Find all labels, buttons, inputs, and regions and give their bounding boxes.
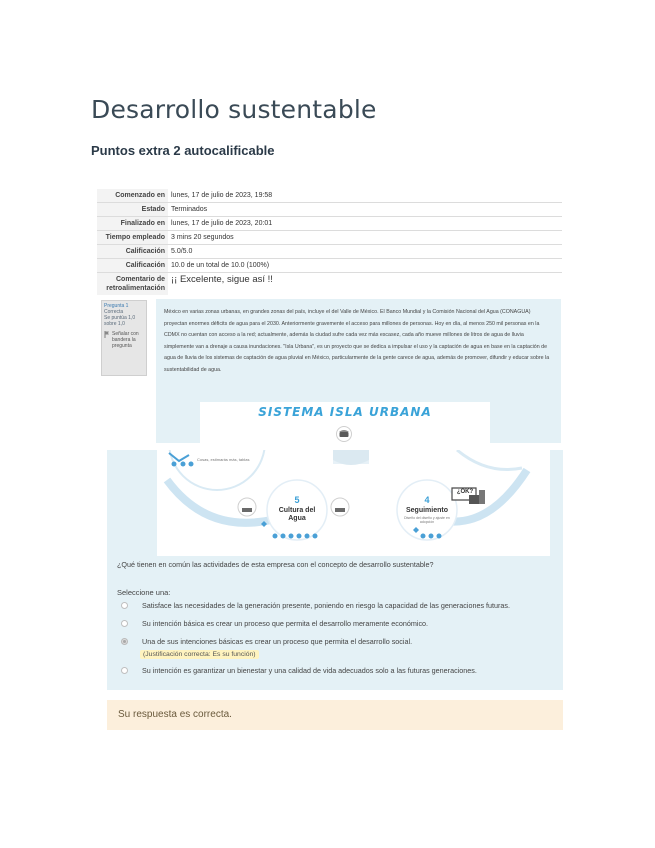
summary-label: Comentario de retroalimentación <box>97 273 168 296</box>
answer-option[interactable] <box>121 601 510 610</box>
summary-row <box>97 189 562 203</box>
isla-urbana-image-title: SISTEMA ISLA URBANA <box>258 405 432 419</box>
answer-radio[interactable] <box>121 620 128 627</box>
flag-question-link[interactable] <box>104 331 144 349</box>
step-4-sublabel: Diseño del diseño y ajuste en adopción <box>404 516 450 524</box>
summary-row <box>97 203 562 217</box>
answer-option[interactable] <box>121 666 477 675</box>
question-number: Pregunta 1 <box>104 303 129 309</box>
summary-value: 10.0 de un total de 10.0 (100%) <box>168 259 562 273</box>
isla-urbana-image-header <box>200 402 490 450</box>
step-5-label: Cultura del Agua <box>278 507 316 522</box>
summary-row <box>97 217 562 231</box>
answer-radio[interactable] <box>121 667 128 674</box>
question-context-text: México en varias zonas urbanas, en grandes zonas del país, incluye el del Valle de México. El Banco Mundial y la Comisión Nacional del Agua (CONAGUA) proyectan enormes déficits de agua para el 2030. Anteriormente gravemente el acceso para millones de personas. Hoy en día, al menos 250 mil personas en la CDMX no cuentan con acceso a la red; actualmente, además la ciudad sufre cada vez más escasez, cada año mueve millones de litros de agua de lluvia simplemente van a drenaje a causa inundaciones. "Isla Urbana", es un proyecto que se dedica a impulsar el uso y la captación de agua en base en la captación de agua de lluvia de los sistemas de captación de agua pluvial en México, particularmente de la gente carece de agua, además de promover, difundir y educar sobre la sustentabilidad de agua. <box>156 299 561 443</box>
answer-option-text: Una de sus intenciones básicas es crear un proceso que permita el desarrollo social. <box>142 637 413 646</box>
summary-label: Tiempo empleado <box>97 231 168 245</box>
diagram-top-caption: Cosas, estimarás más, tablas <box>197 457 250 462</box>
summary-label: Estado <box>97 203 168 217</box>
summary-label: Comenzado en <box>97 189 168 203</box>
question-grade: Se puntúa 1,0 sobre 1,0 <box>104 315 136 327</box>
summary-value: lunes, 17 de julio de 2023, 19:58 <box>168 189 562 203</box>
answer-outcome-message: Su respuesta es correcta. <box>107 700 563 730</box>
page-subtitle: Puntos extra 2 autocalificable <box>91 143 275 158</box>
answer-option-text: Su intención básica es crear un proceso que permita el desarrollo meramente económico. <box>142 619 429 628</box>
summary-value: lunes, 17 de julio de 2023, 20:01 <box>168 217 562 231</box>
flag-icon <box>104 331 110 340</box>
summary-row <box>97 231 562 245</box>
answer-radio[interactable] <box>121 602 128 609</box>
summary-row <box>97 273 562 296</box>
step-4-label: Seguimiento <box>405 507 448 514</box>
answer-option-selected[interactable] <box>121 637 412 646</box>
summary-value: ¡¡ Excelente, sigue así !! <box>168 273 562 296</box>
flag-question-label: Señalar con bandera la pregunta <box>112 331 139 349</box>
summary-label: Finalizado en <box>97 217 168 231</box>
summary-label: Calificación <box>97 259 168 273</box>
answer-option-text: Satisface las necesidades de la generación presente, poniendo en riesgo la capacidad de las generaciones futuras. <box>142 601 511 610</box>
answer-option[interactable] <box>121 619 428 628</box>
step-5-number: 5 <box>294 495 300 505</box>
page-title: Desarrollo sustentable <box>91 95 377 124</box>
water-tank-icon <box>334 426 354 442</box>
question-prompt: ¿Qué tienen en común las actividades de esta empresa con el concepto de desarrollo sustentable? <box>117 560 434 569</box>
summary-value: 3 mins 20 segundos <box>168 231 562 245</box>
answer-specific-feedback: (Justificación correcta: Es su función) <box>140 650 259 659</box>
summary-label: Calificación <box>97 245 168 259</box>
ok-badge: ¿OK? <box>456 489 474 495</box>
isla-urbana-diagram <box>157 450 550 556</box>
answer-option-text: Su intención es garantizar un bienestar y una calidad de vida adecuados solo a las futuras generaciones. <box>142 666 477 675</box>
summary-value: 5.0/5.0 <box>168 245 562 259</box>
attempt-summary-table <box>97 189 562 295</box>
question-info-box <box>101 300 147 376</box>
summary-row <box>97 245 562 259</box>
step-4-number: 4 <box>424 495 430 505</box>
select-one-label: Seleccione una: <box>117 588 171 597</box>
summary-row <box>97 259 562 273</box>
question-state: Correcta <box>104 309 124 315</box>
answer-radio-selected[interactable] <box>121 638 128 645</box>
summary-value: Terminados <box>168 203 562 217</box>
